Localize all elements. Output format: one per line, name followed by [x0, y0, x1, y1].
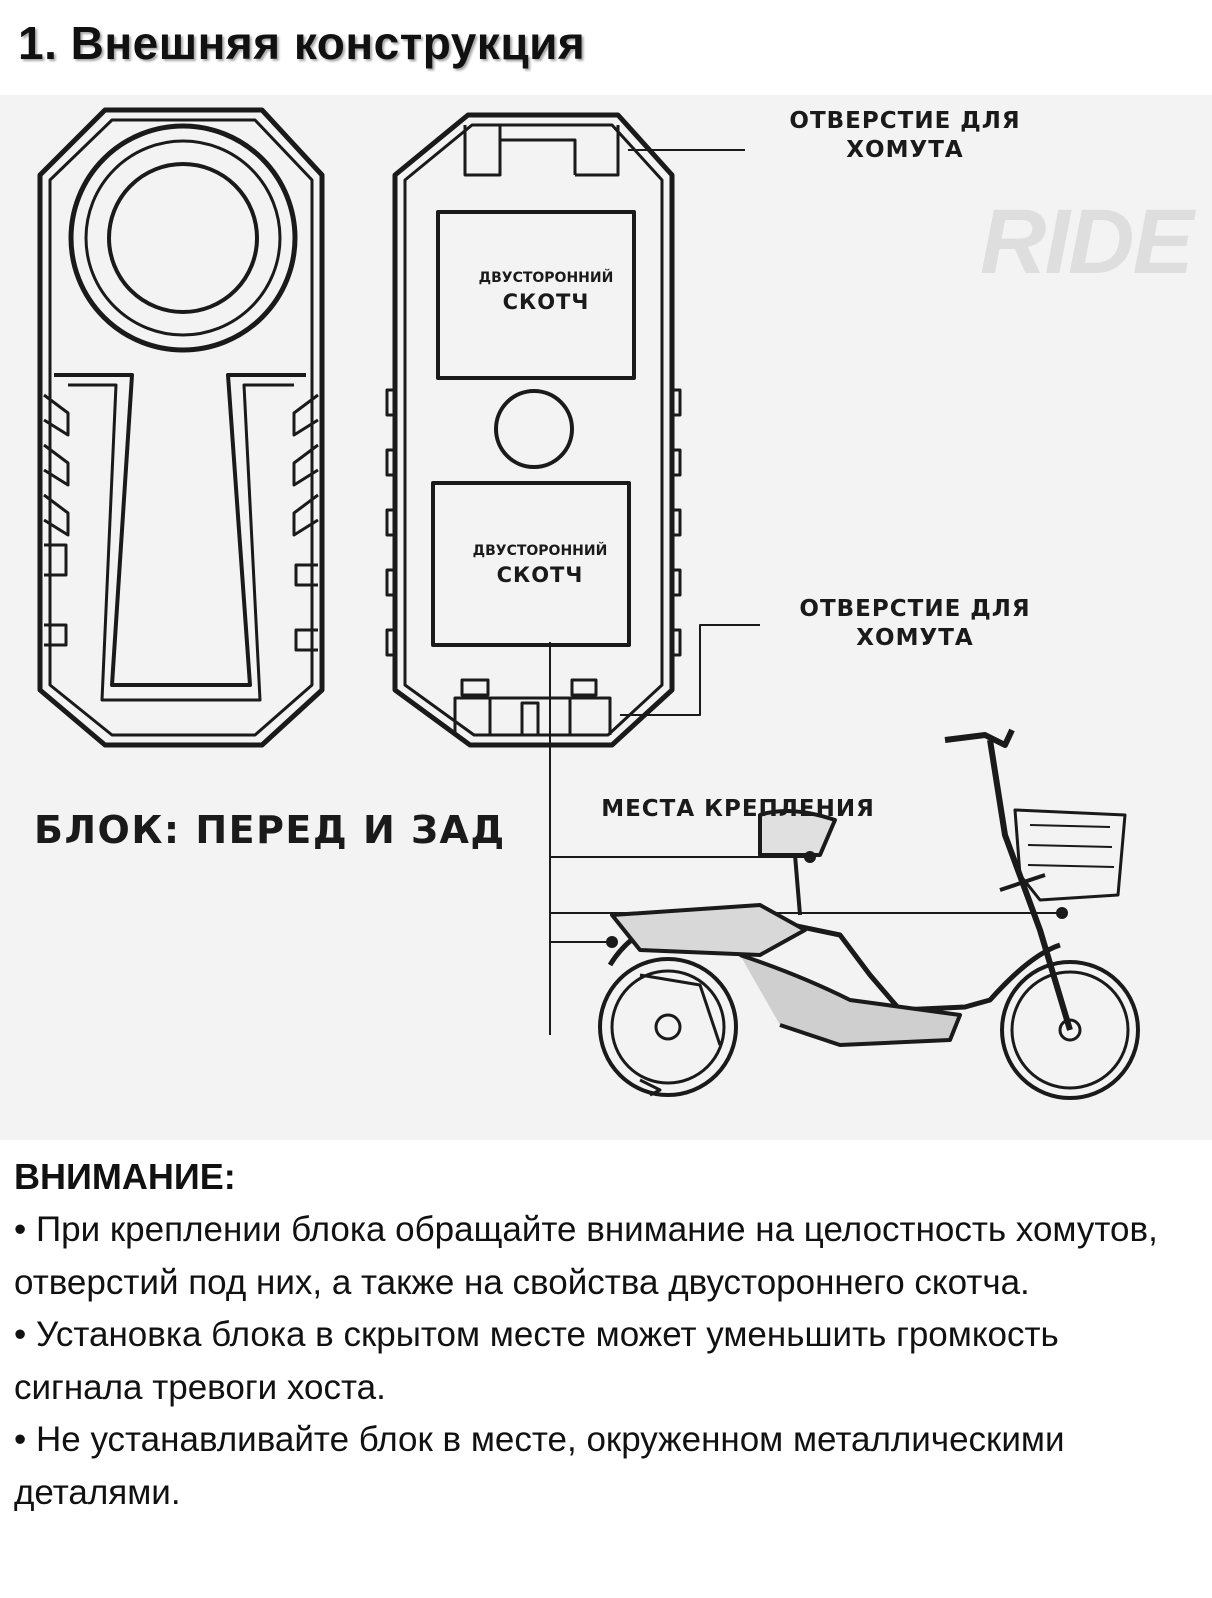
label-tape-bottom — [440, 543, 640, 587]
label-block-caption: БЛОК: ПЕРЕД И ЗАД — [34, 808, 506, 852]
tape-bottom-line2: СКОТЧ — [496, 563, 584, 587]
alarm-unit-front-icon — [40, 110, 322, 745]
watermark-logo: RIDE — [980, 191, 1192, 293]
diagram-figure — [0, 95, 1212, 1140]
attention-section — [14, 1150, 1194, 1519]
attention-item: • Не устанавливайте блок в месте, окруженном металлическими деталями. — [14, 1420, 1065, 1512]
tape-top-line2: СКОТЧ — [502, 290, 590, 314]
attention-item: • При креплении блока обращайте внимание на целостность хомутов, отверстий под них, а также на свойства двустороннего скотча. — [14, 1210, 1158, 1302]
label-tape-top — [446, 270, 646, 314]
label-clamp-hole-bottom: ОТВЕРСТИЕ ДЛЯ ХОМУТА — [799, 596, 1031, 651]
tape-top-line1: ДВУСТОРОННИЙ — [478, 270, 614, 286]
attention-item: • Установка блока в скрытом месте может уменьшить громкость сигнала тревоги хоста. — [14, 1315, 1059, 1407]
alarm-unit-back-icon — [387, 115, 680, 745]
label-clamp-hole-top: ОТВЕРСТИЕ ДЛЯ ХОМУТА — [789, 108, 1021, 163]
label-mount-points: МЕСТА КРЕПЛЕНИЯ — [601, 796, 875, 822]
tape-bottom-line1: ДВУСТОРОННИЙ — [472, 543, 608, 559]
attention-heading: ВНИМАНИЕ: — [14, 1156, 236, 1197]
page-title: 1. Внешняя конструкция — [18, 17, 586, 69]
